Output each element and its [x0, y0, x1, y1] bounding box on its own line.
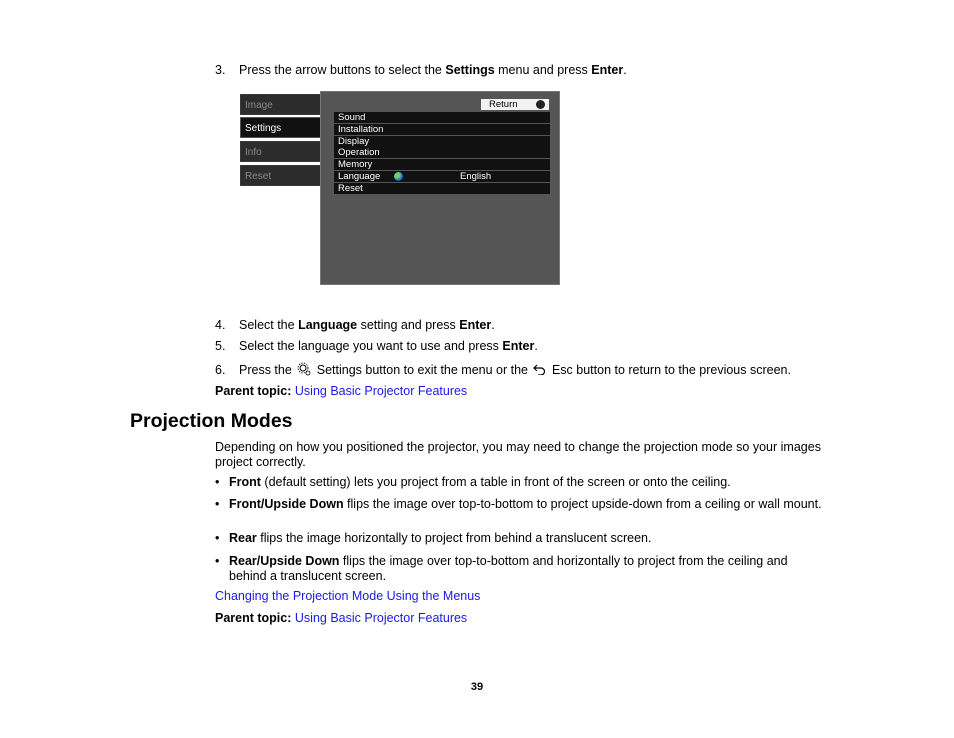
section-title: Projection Modes: [130, 410, 293, 432]
section-intro: Depending on how you positioned the projector, you may need to change the projection mode so your images project correctly.: [215, 440, 821, 469]
step-5: [215, 339, 538, 353]
list-item: [215, 531, 825, 546]
list-item: [215, 554, 825, 583]
bullet-dot: •: [215, 475, 220, 489]
step-text: Select the: [239, 318, 299, 332]
globe-icon: [394, 172, 403, 181]
parent-topic-link[interactable]: Using Basic Projector Features: [294, 611, 468, 625]
settings-gear-icon: [297, 362, 311, 376]
menu-item-display[interactable]: Display: [334, 136, 550, 147]
step-text: .: [534, 339, 538, 353]
menu-item-reset[interactable]: Reset: [334, 183, 550, 194]
menu-item-memory[interactable]: Memory: [334, 159, 550, 170]
return-icon: [536, 100, 545, 109]
step-text: .: [623, 63, 627, 77]
menu-tab-settings[interactable]: Settings: [240, 117, 330, 138]
mode-description: flips the image horizontally to project from behind a translucent screen.: [256, 531, 652, 545]
language-label: Language: [338, 170, 381, 182]
menu-item-installation[interactable]: Installation: [334, 124, 550, 135]
step-text: menu and press: [494, 63, 592, 77]
step-4: [215, 318, 495, 332]
settings-item-list: [334, 112, 550, 195]
return-button[interactable]: [481, 99, 549, 110]
menu-item-operation[interactable]: Operation: [334, 147, 550, 158]
settings-term: Settings: [445, 63, 495, 77]
language-value: English: [460, 170, 492, 182]
return-label: Return: [489, 99, 518, 110]
parent-topic-label: Parent topic:: [215, 384, 292, 398]
step-number: 3.: [215, 63, 226, 77]
enter-term: Enter: [591, 63, 624, 77]
list-item: [215, 497, 825, 512]
step-text: Settings button to exit the menu or the: [313, 363, 532, 377]
enter-term: Enter: [502, 339, 535, 353]
step-3: [215, 63, 627, 77]
step-number: 6.: [215, 363, 226, 377]
menu-tab-reset[interactable]: Reset: [240, 165, 324, 186]
bullet-dot: •: [215, 531, 220, 545]
menu-tab-info[interactable]: Info: [240, 141, 324, 162]
step-text: Press the: [239, 363, 296, 377]
bullet-dot: •: [215, 497, 220, 511]
menu-item-language[interactable]: [334, 171, 550, 182]
bullet-dot: •: [215, 554, 220, 568]
step-text: Select the language you want to use and press: [239, 339, 503, 353]
parent-topic-link[interactable]: Using Basic Projector Features: [294, 384, 468, 398]
step-text: Press the arrow buttons to select the: [239, 63, 446, 77]
step-number: 4.: [215, 318, 226, 332]
language-term: Language: [298, 318, 358, 332]
list-item: [215, 475, 825, 490]
step-text: setting and press: [357, 318, 460, 332]
mode-name: Rear/Upside Down: [229, 554, 340, 568]
parent-topic: [215, 384, 467, 398]
mode-description: flips the image over top-to-bottom to project upside-down from a ceiling or wall mount.: [343, 497, 822, 511]
enter-term: Enter: [459, 318, 492, 332]
step-6: [215, 362, 791, 377]
step-number: 5.: [215, 339, 226, 353]
parent-topic: [215, 611, 467, 625]
mode-name: Front: [229, 475, 261, 489]
page-number: 39: [470, 681, 484, 693]
mode-name: Rear: [229, 531, 257, 545]
step-text: .: [491, 318, 495, 332]
settings-menu-screenshot: [238, 91, 560, 285]
mode-description: (default setting) lets you project from a table in front of the screen or onto the ceiling.: [260, 475, 731, 489]
mode-description: flips the image over top-to-bottom and horizontally to project from the ceiling and behind a translucent screen.: [229, 554, 788, 583]
menu-tab-image[interactable]: Image: [240, 94, 324, 115]
projection-mode-link[interactable]: Changing the Projection Mode Using the Menus: [215, 589, 481, 603]
esc-return-icon: [533, 363, 546, 375]
step-text: Esc button to return to the previous screen.: [548, 363, 791, 377]
settings-panel: [320, 91, 560, 285]
mode-name: Front/Upside Down: [229, 497, 344, 511]
parent-topic-label: Parent topic:: [215, 611, 292, 625]
menu-item-sound[interactable]: Sound: [334, 112, 550, 123]
